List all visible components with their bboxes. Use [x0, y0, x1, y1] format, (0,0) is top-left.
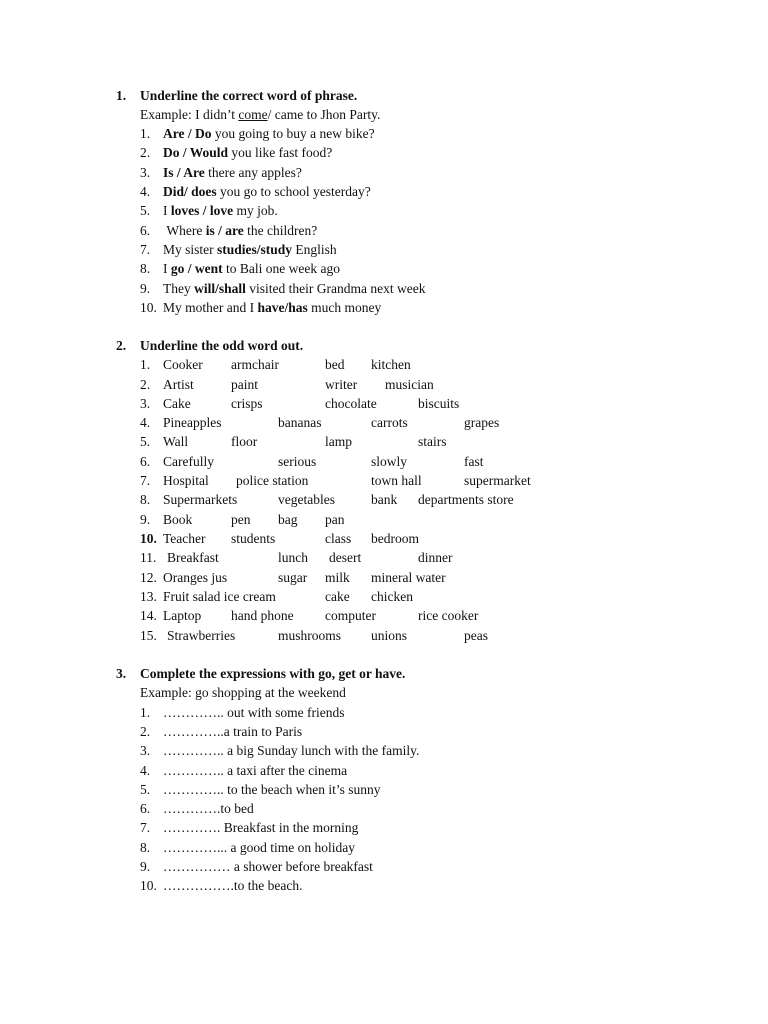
section-2-title: Underline the odd word out. [140, 338, 304, 353]
word-cell: bed [325, 357, 345, 372]
word-cell: Cake [163, 396, 191, 411]
word-cell: Book [163, 512, 193, 527]
word-cell: Fruit salad ice cream [163, 589, 276, 604]
word-cell: supermarket [464, 473, 531, 488]
item-text: Do / Would you like fast food? [163, 145, 333, 160]
word-cell: bag [278, 512, 298, 527]
row-number: 3. [140, 396, 151, 411]
word-cell: musician [385, 377, 434, 392]
item-text: …………..a train to Paris [163, 724, 303, 739]
word-cell: mushrooms [278, 628, 342, 643]
word-cell: bananas [278, 415, 322, 430]
section-3-example: Example: go shopping at the weekend [140, 685, 346, 700]
item-text: ………….. a big Sunday lunch with the family. [163, 743, 420, 758]
word-cell: computer [325, 608, 376, 623]
word-cell: mineral water [371, 570, 446, 585]
item-text: Is / Are there any apples? [163, 165, 302, 180]
choice-options: Did/ does [163, 184, 217, 199]
word-cell: Oranges jus [163, 570, 228, 585]
row-number: 13. [140, 589, 157, 604]
item-number: 3. [140, 743, 151, 758]
item-number: 4. [140, 184, 151, 199]
word-cell: students [231, 531, 276, 546]
word-cell: departments store [418, 492, 514, 507]
item-number: 4. [140, 763, 151, 778]
word-cell: Artist [163, 377, 194, 392]
word-cell: town hall [371, 473, 422, 488]
word-cell: sugar [278, 570, 308, 585]
choice-options: will/shall [194, 281, 246, 296]
word-cell: vegetables [278, 492, 335, 507]
item-number: 2. [140, 145, 151, 160]
item-number: 10. [140, 878, 157, 893]
word-cell: biscuits [418, 396, 460, 411]
section-1-title: Underline the correct word of phrase. [140, 88, 358, 103]
word-cell: lamp [325, 434, 352, 449]
word-cell: serious [278, 454, 317, 469]
row-number: 15. [140, 628, 157, 643]
item-text: My sister studies/study English [163, 242, 337, 257]
example-suffix: / came to Jhon Party. [267, 107, 381, 122]
row-number: 12. [140, 570, 157, 585]
word-cell: rice cooker [418, 608, 479, 623]
item-text: ………….to bed [163, 801, 254, 816]
word-cell: police station [236, 473, 309, 488]
item-text: Where is / are the children? [163, 223, 318, 238]
choice-options: Is / Are [163, 165, 205, 180]
word-cell: Cooker [163, 357, 203, 372]
item-number: 3. [140, 165, 151, 180]
row-number: 4. [140, 415, 151, 430]
word-cell: kitchen [371, 357, 411, 372]
item-text: …………….to the beach. [163, 878, 303, 893]
item-number: 7. [140, 242, 151, 257]
choice-options: is / are [205, 223, 244, 238]
row-number: 1. [140, 357, 151, 372]
section-3-title: Complete the expressions with go, get or have. [140, 666, 406, 681]
row-number: 11. [140, 550, 157, 565]
item-number: 6. [140, 801, 151, 816]
word-cell: Pineapples [163, 415, 222, 430]
word-cell: carrots [371, 415, 408, 430]
example-underlined-word: come [238, 107, 268, 122]
choice-options: have/has [257, 300, 308, 315]
word-cell: desert [329, 550, 362, 565]
word-cell: fast [464, 454, 484, 469]
word-cell: Hospital [163, 473, 209, 488]
item-text: I loves / love my job. [163, 203, 278, 218]
item-text: My mother and I have/has much money [163, 300, 382, 315]
row-number: 5. [140, 434, 151, 449]
word-cell: milk [325, 570, 350, 585]
row-number: 14. [140, 608, 157, 623]
item-text: …………... a good time on holiday [163, 840, 355, 855]
item-number: 1. [140, 126, 151, 141]
item-number: 7. [140, 820, 151, 835]
word-cell: Strawberries [167, 628, 236, 643]
section-2-number: 2. [116, 338, 127, 353]
choice-options: go / went [170, 261, 223, 276]
item-text: I go / went to Bali one week ago [163, 261, 340, 276]
word-cell: crisps [231, 396, 263, 411]
word-cell: bank [371, 492, 398, 507]
section-3-number: 3. [116, 666, 127, 681]
word-cell: pan [325, 512, 345, 527]
word-cell: slowly [371, 454, 408, 469]
word-cell: dinner [418, 550, 453, 565]
item-number: 6. [140, 223, 151, 238]
word-cell: chocolate [325, 396, 377, 411]
row-number: 8. [140, 492, 151, 507]
word-cell: lunch [278, 550, 308, 565]
word-cell: unions [371, 628, 408, 643]
item-text: Did/ does you go to school yesterday? [163, 184, 371, 199]
word-cell: Wall [163, 434, 189, 449]
word-cell: chicken [371, 589, 413, 604]
item-text: ………….. out with some friends [163, 705, 345, 720]
word-cell: writer [325, 377, 358, 392]
choice-options: Do / Would [163, 145, 229, 160]
word-cell: pen [231, 512, 251, 527]
word-cell: floor [231, 434, 258, 449]
row-number: 7. [140, 473, 151, 488]
word-cell: hand phone [231, 608, 294, 623]
item-number: 9. [140, 859, 151, 874]
word-cell: stairs [418, 434, 447, 449]
row-number: 9. [140, 512, 151, 527]
word-cell: armchair [231, 357, 279, 372]
item-number: 5. [140, 782, 151, 797]
section-1-example [140, 107, 380, 123]
choice-options: studies/study [217, 242, 293, 257]
item-text: ………….. to the beach when it’s sunny [163, 782, 381, 797]
item-number: 2. [140, 724, 151, 739]
item-text: ………….. a taxi after the cinema [163, 763, 348, 778]
example-prefix: Example: I didn’t [140, 107, 239, 122]
word-cell: peas [464, 628, 488, 643]
item-text: They will/shall visited their Grandma next week [163, 281, 426, 296]
item-number: 5. [140, 203, 151, 218]
section-1-number: 1. [116, 88, 127, 103]
word-cell: cake [325, 589, 350, 604]
row-number: 6. [140, 454, 151, 469]
item-number: 1. [140, 705, 151, 720]
item-number: 8. [140, 261, 151, 276]
word-cell: bedroom [371, 531, 419, 546]
item-number: 8. [140, 840, 151, 855]
row-number: 10. [140, 531, 157, 546]
choice-options: loves / love [170, 203, 234, 218]
word-cell: Carefully [163, 454, 214, 469]
word-cell: Breakfast [167, 550, 219, 565]
choice-options: Are / Do [163, 126, 212, 141]
word-cell: paint [231, 377, 258, 392]
item-text: Are / Do you going to buy a new bike? [163, 126, 375, 141]
row-number: 2. [140, 377, 151, 392]
item-number: 10. [140, 300, 157, 315]
word-cell: Teacher [163, 531, 206, 546]
word-cell: Supermarkets [163, 492, 238, 507]
word-cell: Laptop [163, 608, 202, 623]
word-cell: grapes [464, 415, 500, 430]
item-text: …………. Breakfast in the morning [163, 820, 359, 835]
word-cell: class [325, 531, 352, 546]
item-text: …………… a shower before breakfast [163, 859, 373, 874]
item-number: 9. [140, 281, 151, 296]
